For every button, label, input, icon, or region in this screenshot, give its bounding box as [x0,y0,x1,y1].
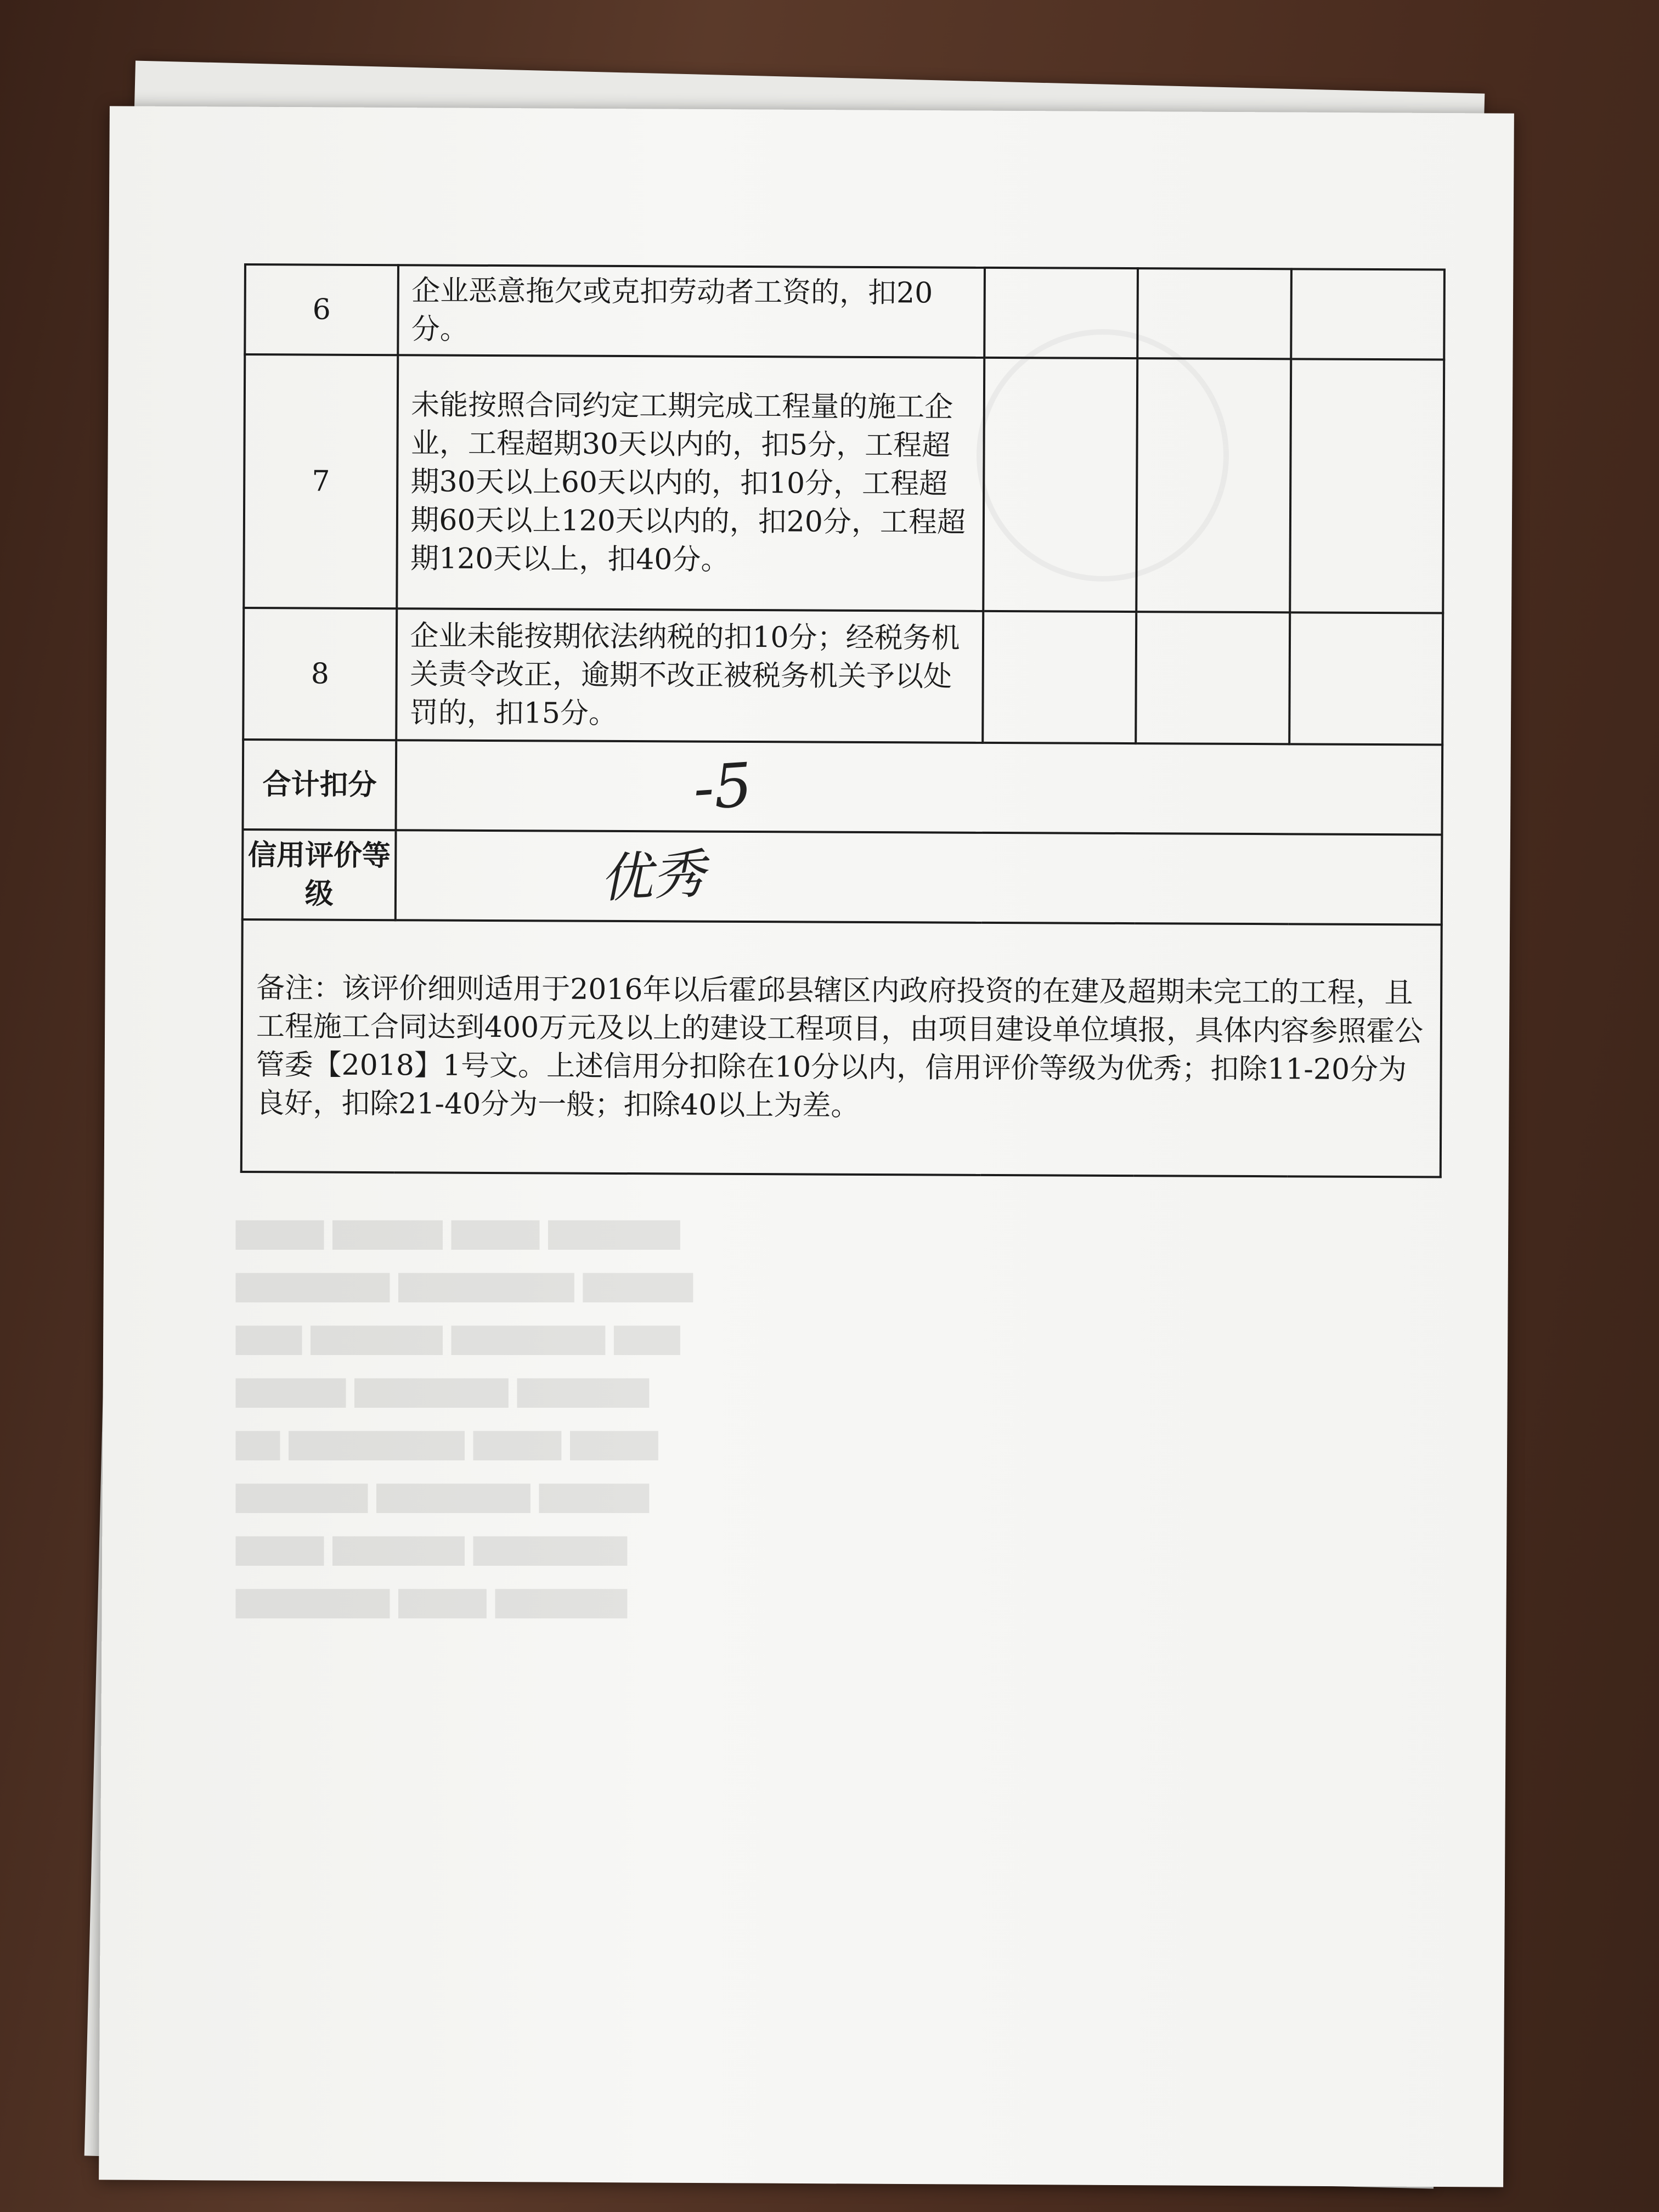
table-row [242,830,1442,925]
table-row [243,608,1443,745]
row-number: 6 [245,264,398,355]
row-criterion: 企业未能按期依法纳税的扣10分；经税务机关责令改正，逾期不改正被税务机关予以处罚的，扣15分。 [397,608,984,743]
total-deduction-value [396,740,1442,834]
row-criterion: 企业恶意拖欠或克扣劳动者工资的，扣20分。 [398,265,985,358]
score-cell [1137,268,1291,359]
handwritten-grade: 优秀 [598,843,707,910]
table-row [245,264,1444,360]
total-deduction-label: 合计扣分 [242,740,396,830]
table-row [241,919,1442,1177]
row-number: 8 [243,608,397,740]
credit-grade-value [396,830,1442,924]
row-number: 7 [244,354,398,608]
score-cell [1291,269,1444,359]
score-cell [1290,359,1444,613]
score-cell [983,358,1137,612]
credit-grade-label: 信用评价等级 [242,830,396,920]
score-cell [1136,612,1289,744]
show-through-text: ▇▇▇▇ ▇▇▇▇▇ ▇▇▇▇ ▇▇▇▇▇▇ ▇▇▇▇▇▇▇ ▇▇▇▇▇▇▇▇ ▇▇▇▇▇ ▇▇▇ ▇▇▇▇▇▇ ▇▇▇▇▇▇▇ ▇▇▇ ▇▇▇▇▇ ▇▇▇▇▇▇▇ ▇▇▇▇▇▇ ▇▇ ▇▇▇▇▇▇▇▇ ▇▇▇▇ ▇▇▇▇ ▇▇▇▇▇▇ ▇▇▇▇▇▇▇ ▇▇▇▇▇ ▇▇▇▇ ▇▇▇▇▇▇ ▇▇▇▇▇▇▇ ▇▇▇▇▇▇▇ ▇▇▇▇ ▇▇▇▇▇▇ [236,1217,693,1618]
table-row [242,740,1442,835]
row-criterion: 未能按照合同约定工期完成工程量的施工企业，工程超期30天以内的，扣5分，工程超期30天以上60天以内的，扣10分，工程超期60天以上120天以内的，扣20分，工程超期120天以上，扣40分。 [397,355,985,611]
score-cell [1289,612,1443,744]
score-cell [984,268,1138,358]
remarks-text: 备注：该评价细则适用于2016年以后霍邱县辖区内政府投资的在建及超期未完工的工程，且工程施工合同达到400万元及以上的建设工程项目，由项目建设单位填报，具体内容参照霍公管委【2018】1号文。上述信用分扣除在10分以内，信用评价等级为优秀；扣除11-20分为良好，扣除21-40分为一般；扣除40以上为差。 [241,919,1442,1177]
score-cell [983,611,1136,743]
score-cell [1136,358,1290,612]
table-row [244,354,1444,613]
handwritten-total: -5 [691,749,755,823]
credit-evaluation-table [240,263,1446,1178]
